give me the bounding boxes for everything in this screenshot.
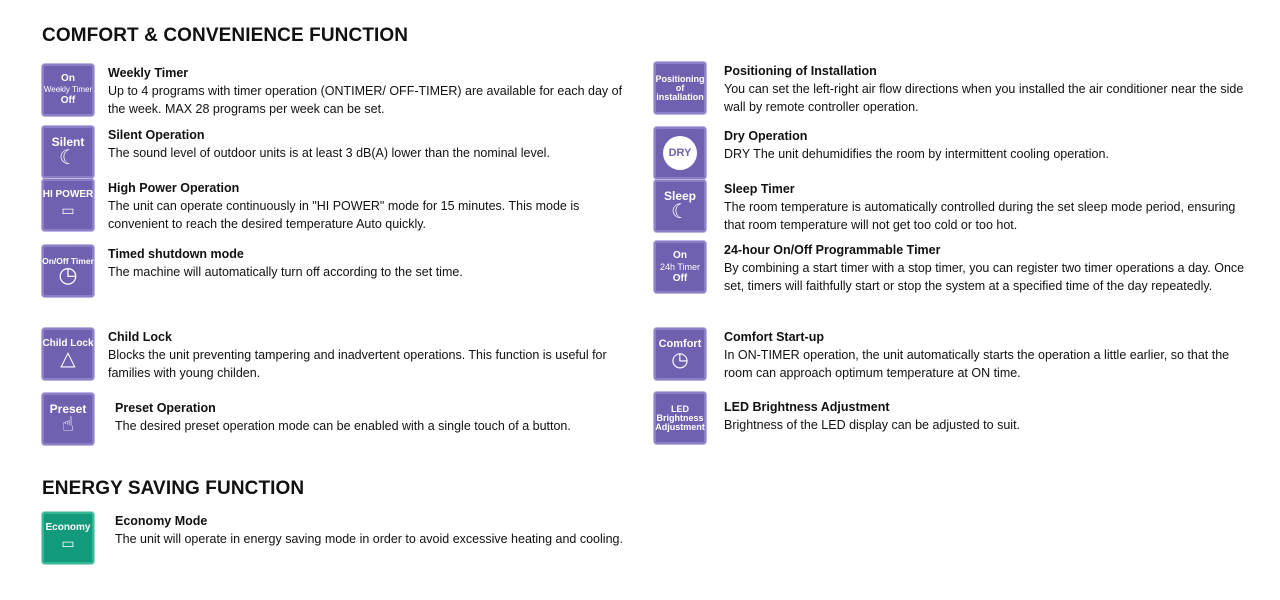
feature-description: The desired preset operation mode can be enabled with a single touch of a button. [115,419,571,433]
feature-description: The room temperature is automatically controlled during the set sleep mode period, ensuring that room temperature will not get too cold or too hot. [724,200,1236,232]
feature-sleep-timer [654,180,1254,234]
preset-icon: Preset ☝ [42,393,94,445]
feature-description: Brightness of the LED display can be adjusted to suit. [724,418,1021,432]
child-lock-icon: Child Lock △ [42,328,94,380]
comfort-icon: Comfort ◷ [654,328,706,380]
feature-24h-timer [654,241,1254,295]
air-conditioner-icon: ▭ [61,202,75,218]
feature-description: Up to 4 programs with timer operation (ONTIMER/ OFF-TIMER) are available for each day of the week. MAX 28 programs per week can be set. [108,84,623,116]
hi-power-icon: HI POWER ▭ [42,179,94,231]
moon-icon: ☾ [59,147,77,169]
feature-timed-shutdown [42,245,632,297]
feature-title: 24-hour On/Off Programmable Timer [724,243,941,257]
on-off-timer-icon: On/Off Timer ◷ [42,245,94,297]
feature-title: LED Brightness Adjustment [724,400,890,414]
feature-silent-operation [42,126,632,178]
feature-description: The sound level of outdoor units is at least 3 dB(A) lower than the nominal level. [108,146,550,160]
24h-timer-icon: On 24h Timer Off [654,241,706,293]
feature-title: Preset Operation [115,401,216,415]
moon-icon: ☾ [671,201,689,223]
feature-description: The unit will operate in energy saving mode in order to avoid excessive heating and cooling. [115,532,623,546]
led-brightness-icon: LED Brightness Adjustment [654,392,706,444]
feature-title: Silent Operation [108,128,205,142]
feature-description: The unit can operate continuously in "HI POWER" mode for 15 minutes. This mode is convenient to reach the desired temperature Auto quickly. [108,199,580,231]
economy-icon: Economy ▭ [42,512,94,564]
feature-description: DRY The unit dehumidifies the room by intermittent cooling operation. [724,147,1109,161]
feature-description: In ON-TIMER operation, the unit automatically starts the operation a little earlier, so that the room can approach optimum temperature at ON time. [724,348,1230,380]
comfort-section-title: COMFORT & CONVENIENCE FUNCTION [42,25,409,46]
silent-operation-icon: Silent ☾ [42,126,94,178]
weekly-timer-icon: On Weekly Timer Off [42,64,94,116]
feature-child-lock [42,328,632,382]
child-icon: △ [60,348,76,370]
hand-pointer-icon: ☝ [61,414,75,436]
dry-icon [654,127,706,179]
feature-positioning [654,62,1254,116]
feature-dry-operation [654,127,1254,179]
feature-preset-operation [42,393,632,445]
feature-economy-mode [42,512,632,564]
feature-title: Weekly Timer [108,66,189,80]
feature-title: Dry Operation [724,129,808,143]
feature-comfort-startup [654,328,1254,382]
feature-description: By combining a start timer with a stop timer, you can register two timer operations a day. Once set, timers will faithfully start or stop the system at a specified time of the day repeatedly. [724,261,1245,293]
feature-title: Sleep Timer [724,182,795,196]
feature-title: Positioning of Installation [724,64,877,78]
sleep-icon: Sleep ☾ [654,180,706,232]
droplet-icon: DRY [663,136,697,170]
air-conditioner-icon: ▭ [61,535,75,551]
feature-title: Timed shutdown mode [108,247,244,261]
feature-description: The machine will automatically turn off according to the set time. [108,265,463,279]
feature-title: Comfort Start-up [724,330,824,344]
feature-weekly-timer [42,64,632,118]
feature-description: Blocks the unit preventing tampering and inadvertent operations. This function is useful for families with young childen. [108,348,607,380]
positioning-icon: Positioning of installation [654,62,706,114]
feature-description: You can set the left-right air flow directions when you installed the air conditioner near the side wall by remote controller operation. [724,82,1244,114]
feature-title: Economy Mode [115,514,208,528]
feature-title: High Power Operation [108,181,240,195]
feature-led-brightness [654,392,1254,444]
feature-high-power [42,179,632,233]
feature-title: Child Lock [108,330,172,344]
energy-section-title: ENERGY SAVING FUNCTION [42,478,305,499]
clock-icon: ◷ [58,262,78,288]
clock-hand-icon: ◷ [671,348,689,371]
